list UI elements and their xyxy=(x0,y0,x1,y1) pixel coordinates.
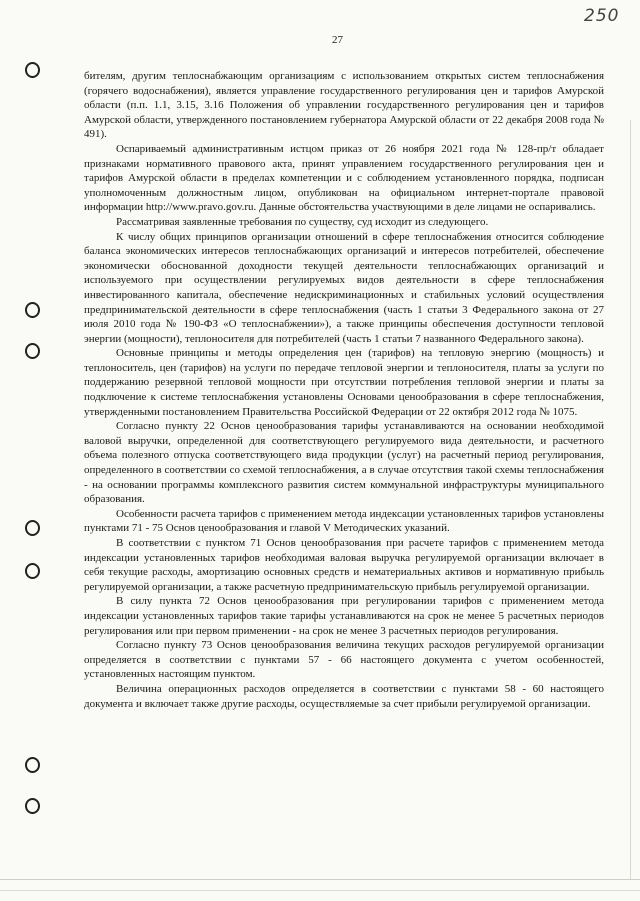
binding-hole xyxy=(25,563,40,579)
binding-hole xyxy=(25,757,40,773)
paragraph: Величина операционных расходов определяется в соответствии с пунктами 58 - 60 настоящего документа и включает также другие расходы, осуществляемые за счет прибыли регулируемой организации. xyxy=(84,682,604,710)
paragraph: В соответствии с пунктом 71 Основ ценообразования при расчете тарифов с применением метода индексации установленных тарифов необходимая валовая выручка регулируемой организации включает в себя текущие расходы, амортизацию основных средств и нематериальных активов и нормативную прибыль регулируемой организации, а также расчетную предпринимательскую прибыль регулируемой организации. xyxy=(84,537,604,593)
binding-hole xyxy=(25,343,40,359)
paragraph: бителям, другим теплоснабжающим организациям с использованием открытых систем теплоснабжения (горячего водоснабжения), является управление государственного регулирования цен и тарифов Амурской области (п.п. 1.1, 3.15, 3.16 Положения об управлении государственного регулирования цен и тарифов Амурской области, утвержденного постановлением губернатора Амурской области от 22 декабря 2008 года № 491). xyxy=(84,70,604,141)
page-number: 27 xyxy=(332,34,343,46)
scan-bottom-line xyxy=(0,890,640,891)
binding-hole xyxy=(25,62,40,78)
binding-hole xyxy=(25,520,40,536)
paragraph: В силу пункта 72 Основ ценообразования при регулировании тарифов с применением метода индексации установленных тарифов такие тарифы устанавливаются на срок не менее 5 расчетных периодов регулирования или при первом применении - на срок не менее 3 расчетных периодов регулирования. xyxy=(84,595,604,637)
document-body xyxy=(84,69,604,711)
paragraph: Рассматривая заявленные требования по существу, суд исходит из следующего. xyxy=(116,215,489,228)
paragraph: К числу общих принципов организации отношений в сфере теплоснабжения относится соблюдение баланса экономических интересов теплоснабжающих организаций и интересов потребителей, обеспечение экономически обоснованной доходности текущей деятельности теплоснабжающих организаций и используемого при осуществлении регулируемых видов деятельности в сфере теплоснабжения инвестированного капитала, обеспечение недискриминационных и стабильных условий осуществления предпринимательской деятельности в сфере теплоснабжения (часть 1 статьи 3 Федерального закона от 27 июля 2010 года № 190-ФЗ «О теплоснабжении»), а также принципы обеспечения доступности тепловой энергии (мощности), теплоносителя для потребителей (часть 1 статьи 7 названного Федерального закона). xyxy=(84,230,604,345)
archive-number: 250 xyxy=(584,6,620,26)
paragraph: Согласно пункту 22 Основ ценообразования тарифы устанавливаются на основании необходимой валовой выручки, определенной для соответствующего регулируемого вида деятельности, и расчетного объема полезного отпуска соответствующего вида продукции (услуг) на расчетный период регулирования, определенного в соответствии со схемой теплоснабжения, а в случае отсутствия такой схемы теплоснабжения - на основании программы комплексного развития систем коммунальной инфраструктуры муниципального образования. xyxy=(84,420,604,506)
paragraph: Оспариваемый административным истцом приказ от 26 ноября 2021 года № 128-пр/т обладает признаками нормативного правового акта, принят управлением государственного регулирования цен и тарифов Амурской области в пределах компетенции и с соблюдением установленного порядка, подписан уполномоченным должностным лицом, опубликован на официальном интернет-портале правовой информации http://www.pravo.gov.ru. Данные обстоятельства участвующими в деле лицами не оспаривались. xyxy=(84,142,604,214)
paragraph: Особенности расчета тарифов с применением метода индексации установленных тарифов установлены пунктами 71 - 75 Основ ценообразования и главой V Методических указаний. xyxy=(84,507,604,535)
paragraph: Согласно пункту 73 Основ ценообразования величина текущих расходов регулируемой организации определяется в соответствии с пунктами 57 - 66 настоящего документа с учетом особенностей, установленных настоящим пунктом. xyxy=(84,639,604,681)
binding-hole xyxy=(25,798,40,814)
binding-hole xyxy=(25,302,40,318)
scan-bottom-line xyxy=(0,879,640,880)
scan-edge-line xyxy=(630,120,631,880)
paragraph: Основные принципы и методы определения цен (тарифов) на тепловую энергию (мощность) и теплоноситель, цен (тарифов) на услуги по передаче тепловой энергии и теплоносителя, платы за услуги по поддержанию резервной тепловой мощности при отсутствии потребления тепловой энергии и платы за подключение к системе теплоснабжения установлены Основами ценообразования в сфере теплоснабжения, утвержденными постановлением Правительства Российской Федерации от 22 октября 2012 года № 1075. xyxy=(84,347,604,418)
